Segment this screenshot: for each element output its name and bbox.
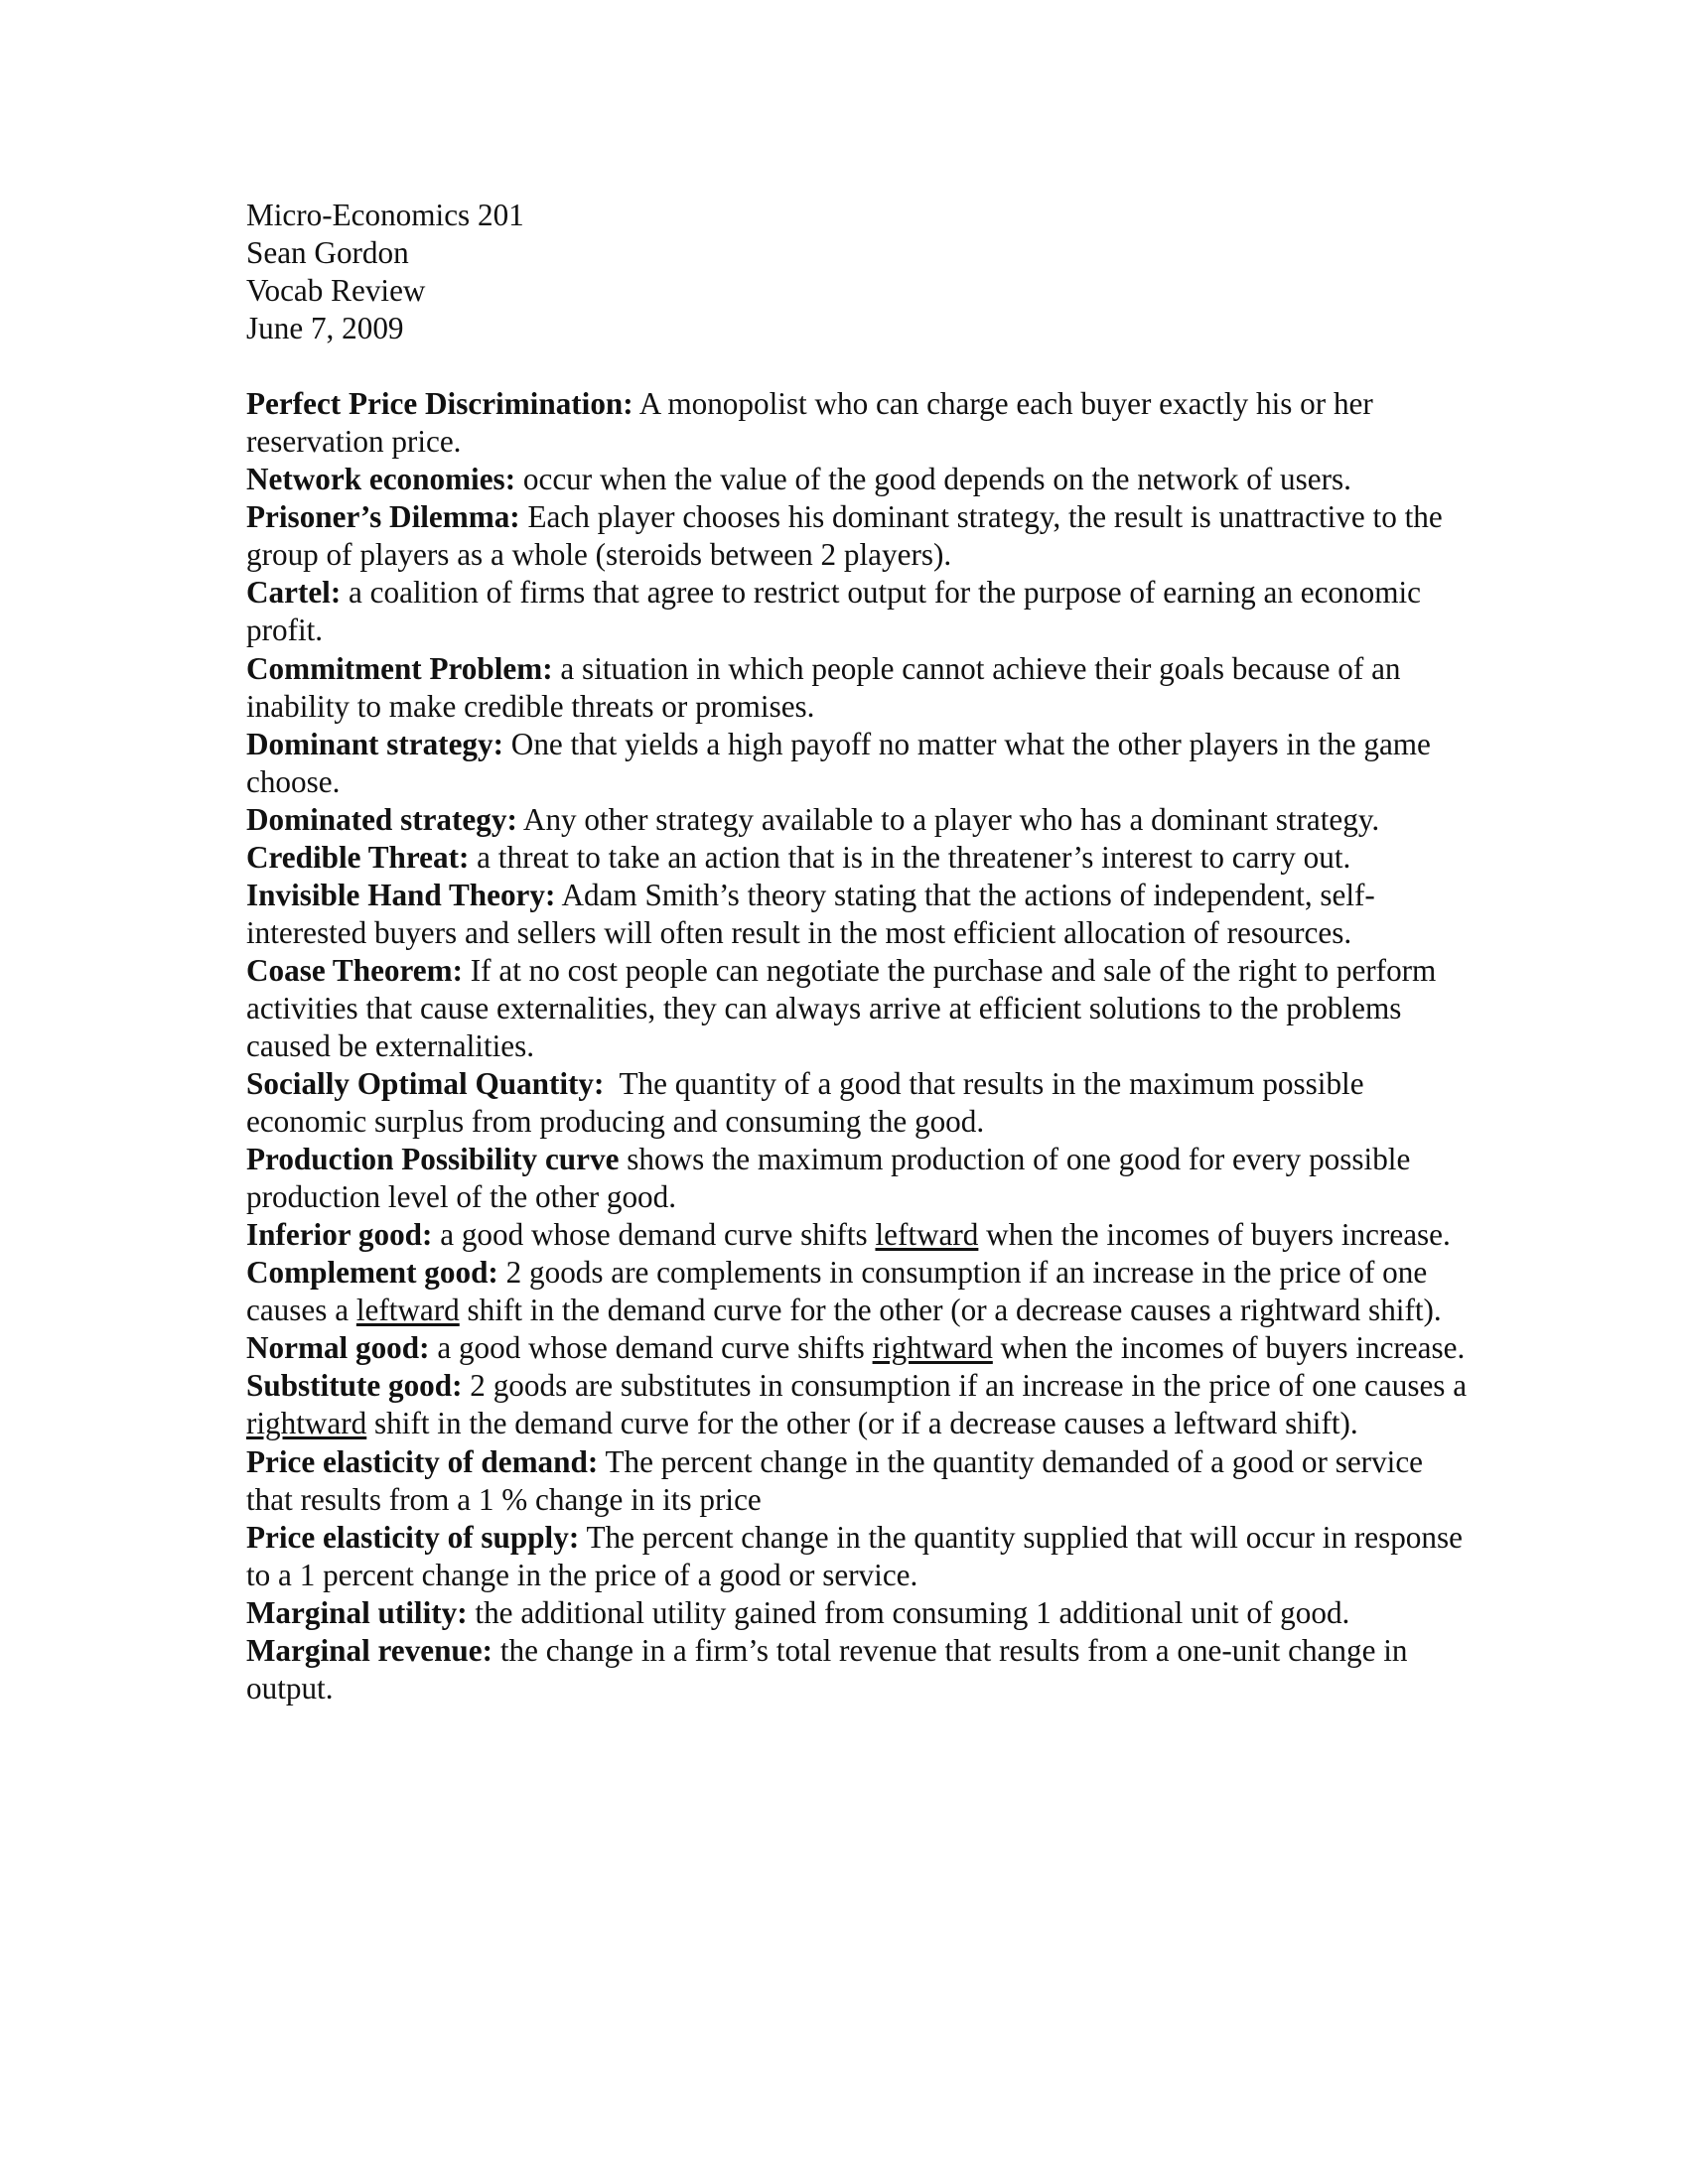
vocab-term: Cartel: (246, 575, 342, 611)
vocab-entry (246, 385, 1468, 461)
vocab-entry (246, 1443, 1468, 1519)
vocab-entry (246, 461, 1468, 498)
vocab-entry (246, 839, 1468, 877)
vocab-entry (246, 1216, 1468, 1254)
vocab-entry (246, 726, 1468, 801)
vocab-definition: shift in the demand curve for the other (or if a decrease causes a leftward shift). (366, 1406, 1358, 1441)
vocab-definition: the additional utility gained from consuming 1 additional unit of good. (467, 1594, 1350, 1630)
vocab-entry (246, 1329, 1468, 1367)
vocab-definition: a threat to take an action that is in the threatener’s interest to carry out. (469, 839, 1351, 875)
vocab-term: Complement good: (246, 1255, 498, 1291)
vocab-definition: 2 goods are complements in consumption if an increase in the price of one causes a (246, 1255, 1428, 1328)
vocab-definition: a situation in which people cannot achieve their goals because of an inability to make credible threats or promises. (246, 650, 1401, 724)
vocab-entry (246, 1519, 1468, 1594)
vocab-definition: occur when the value of the good depends on the network of users. (515, 462, 1351, 497)
vocab-definition: The percent change in the quantity supplied that will occur in response to a 1 percent change in the price of a good or service. (246, 1519, 1463, 1592)
vocab-definition: shift in the demand curve for the other (or a decrease causes a rightward shift). (459, 1293, 1442, 1328)
vocab-definition: a coalition of firms that agree to restrict output for the purpose of earning an economic profit. (246, 575, 1421, 648)
vocab-term: Coase Theorem: (246, 952, 463, 988)
vocab-entry (246, 1594, 1468, 1632)
vocab-entry (246, 1632, 1468, 1707)
vocab-definition: The percent change in the quantity demanded of a good or service that results from a 1 % change in its price (246, 1443, 1424, 1517)
vocab-entry (246, 498, 1468, 574)
vocab-definition: The quantity of a good that results in the maximum possible economic surplus from producing and consuming the good. (246, 1066, 1372, 1140)
vocab-term: Network economies: (246, 462, 516, 497)
underlined-word: leftward (875, 1217, 979, 1253)
vocab-entry (246, 650, 1468, 726)
underlined-word: rightward (246, 1406, 367, 1441)
document-body (246, 197, 1468, 1707)
underlined-word: rightward (872, 1330, 993, 1366)
vocab-entry (246, 877, 1468, 952)
underlined-word: leftward (355, 1293, 460, 1328)
vocab-term: Socially Optimal Quantity: (246, 1066, 605, 1102)
vocab-definition: Any other strategy available to a player who has a dominant strategy. (516, 801, 1380, 837)
vocab-definition: a good whose demand curve shifts (429, 1330, 873, 1366)
course-name: Micro-Economics 201 (246, 198, 524, 232)
vocab-term: Price elasticity of supply: (246, 1519, 580, 1555)
vocab-term: Prisoner’s Dilemma: (246, 499, 520, 535)
vocab-term: Substitute good: (246, 1368, 463, 1404)
vocab-definition: when the incomes of buyers increase. (978, 1217, 1451, 1253)
document-header (246, 197, 1468, 347)
vocab-definition: the change in a firm’s total revenue that results from a one-unit change in output. (246, 1632, 1408, 1706)
vocab-entry (246, 1065, 1468, 1141)
vocab-definition: Adam Smith’s theory stating that the actions of independent, self-interested buyers and sellers will often result in the most efficient allocation of resources. (246, 877, 1375, 950)
vocab-entry (246, 1367, 1468, 1442)
author-name: Sean Gordon (246, 235, 409, 271)
vocab-entry (246, 952, 1468, 1065)
vocab-term: Perfect Price Discrimination: (246, 386, 633, 422)
vocab-definition: when the incomes of buyers increase. (992, 1330, 1466, 1366)
vocab-term: Marginal utility: (246, 1594, 468, 1630)
vocab-term: Invisible Hand Theory: (246, 877, 556, 912)
vocab-entry (246, 1141, 1468, 1216)
vocab-definition: a good whose demand curve shifts (432, 1217, 876, 1253)
vocab-definition: Each player chooses his dominant strategy, the result is unattractive to the group of players as a whole (steroids between 2 players). (246, 499, 1443, 573)
vocab-term: Normal good: (246, 1330, 430, 1366)
vocab-definition: One that yields a high payoff no matter what the other players in the game choose. (246, 726, 1431, 799)
document-title: Vocab Review (246, 273, 426, 309)
vocab-entry (246, 1254, 1468, 1329)
vocab-definition: A monopolist who can charge each buyer exactly his or her reservation price. (246, 386, 1373, 460)
vocab-entry (246, 801, 1468, 839)
vocab-definition: If at no cost people can negotiate the purchase and sale of the right to perform activities that cause externalities, they can always arrive at efficient solutions to the problems caused be externalities. (246, 952, 1437, 1063)
vocab-entry (246, 574, 1468, 649)
vocab-term: Dominant strategy: (246, 726, 503, 761)
vocab-definition: shows the maximum production of one good for every possible production level of the other good. (246, 1142, 1411, 1215)
vocab-definition: 2 goods are substitutes in consumption if an increase in the price of one causes a (462, 1368, 1468, 1404)
vocab-term: Price elasticity of demand: (246, 1443, 599, 1479)
vocab-term: Inferior good: (246, 1217, 433, 1253)
vocab-term: Production Possibility curve (246, 1142, 620, 1177)
vocab-term: Credible Threat: (246, 839, 470, 875)
vocab-term: Commitment Problem: (246, 650, 553, 686)
document-date: June 7, 2009 (246, 311, 404, 346)
vocab-term: Dominated strategy: (246, 801, 517, 837)
vocab-term: Marginal revenue: (246, 1632, 493, 1668)
